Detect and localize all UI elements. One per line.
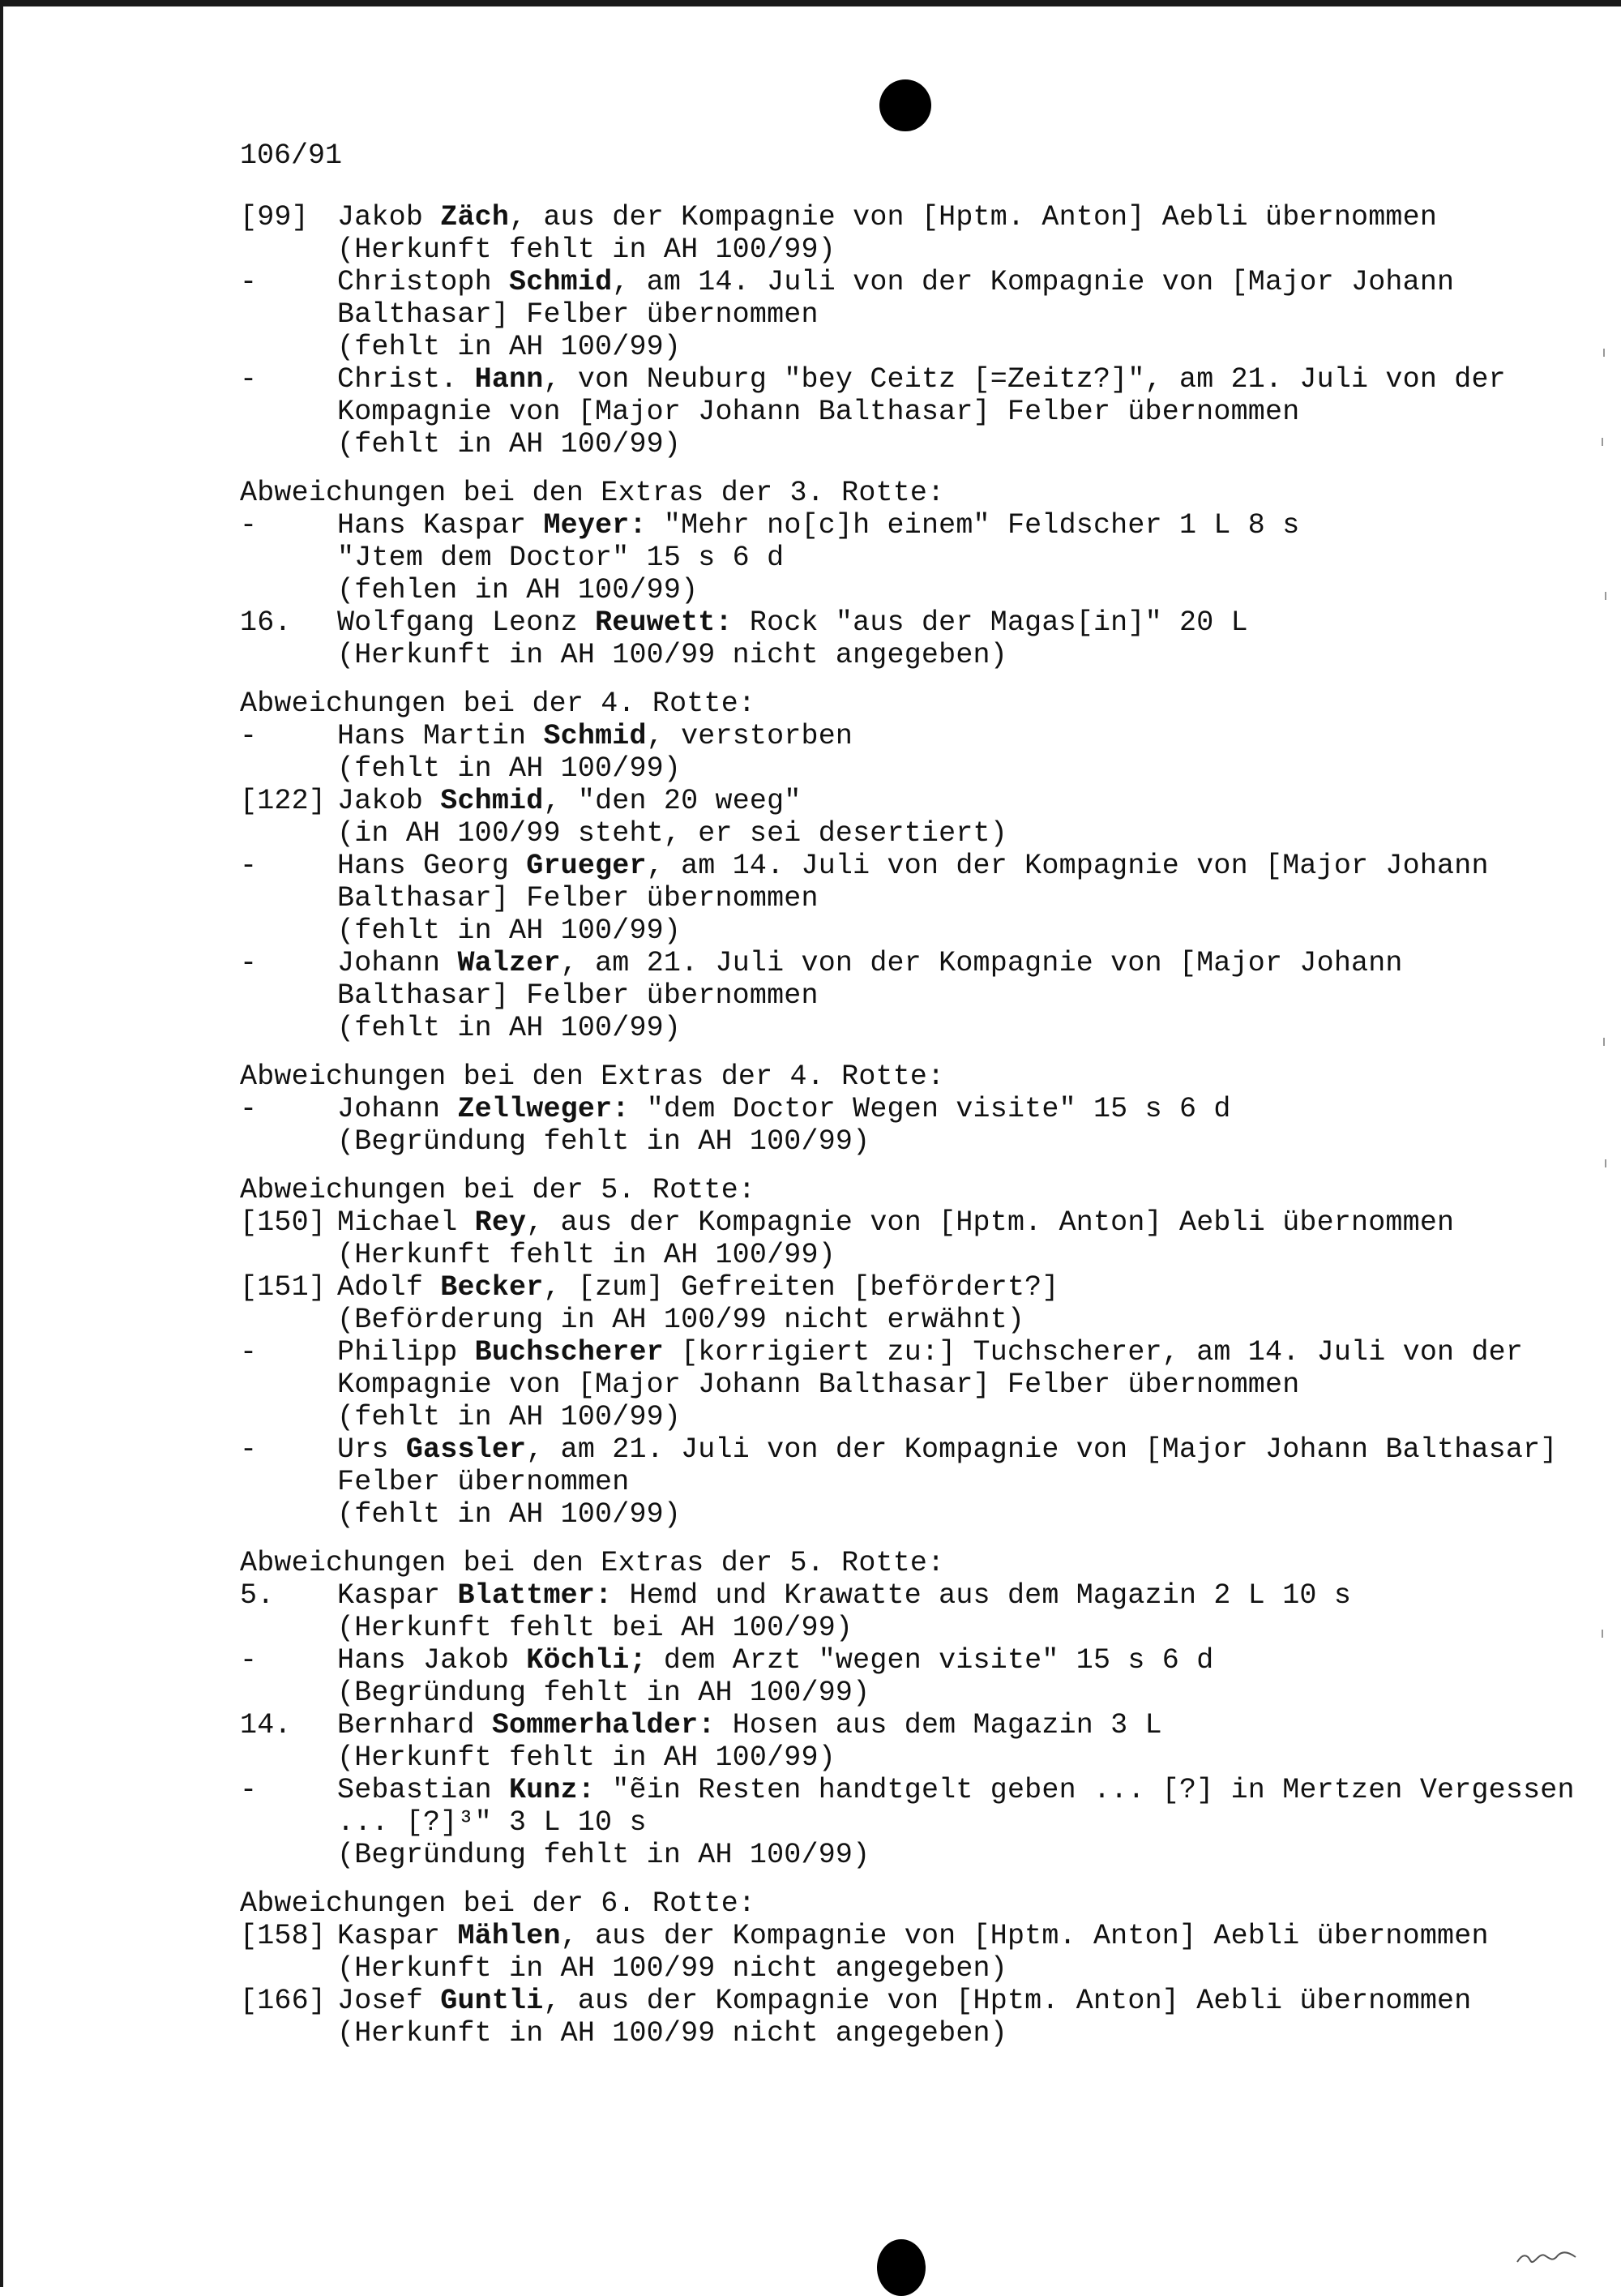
given-name: Christ.	[337, 363, 475, 396]
entry-row	[240, 1579, 1585, 1644]
margin-mark	[1605, 592, 1606, 600]
entry-text	[337, 201, 1585, 266]
surname: Schmid	[440, 785, 544, 817]
deviation-section	[240, 201, 1585, 460]
entry-row	[240, 201, 1585, 266]
entry-text	[337, 1206, 1585, 1271]
entry-details: , [zum] Gefreiten [befördert?] (Beförderung in AH 100/99 nicht erwähnt)	[337, 1271, 1059, 1336]
entry-details: Hemd und Krawatte aus dem Magazin 2 L 10 s (Herkunft fehlt bei AH 100/99)	[337, 1579, 1352, 1644]
entry-details: "Mehr no[c]h einem" Feldscher 1 L 8 s "Jtem dem Doctor" 15 s 6 d (fehlen in AH 100/99)	[337, 509, 1300, 606]
given-name: Johann	[337, 947, 458, 979]
margin-mark	[1605, 1159, 1606, 1167]
entry-marker: 5.	[240, 1579, 275, 1612]
entry-text	[337, 1709, 1585, 1774]
margin-scribble-icon	[1514, 2244, 1579, 2268]
entry-row	[240, 947, 1585, 1044]
entry-marker: 14.	[240, 1709, 292, 1741]
surname: Becker	[440, 1271, 544, 1304]
given-name: Sebastian	[337, 1774, 510, 1806]
entry-row	[240, 1644, 1585, 1709]
given-name: Johann	[337, 1093, 458, 1125]
given-name: Philipp	[337, 1336, 475, 1369]
section-heading: Abweichungen bei den Extras der 4. Rotte:	[240, 1060, 945, 1093]
entry-details: , "den 20 weeg" (in AH 100/99 steht, er sei desertiert)	[337, 785, 1007, 850]
section-heading: Abweichungen bei der 4. Rotte:	[240, 688, 756, 720]
entry-details: , verstorben (fehlt in AH 100/99)	[337, 720, 853, 785]
given-name: Adolf	[337, 1271, 441, 1304]
given-name: Wolfgang Leonz	[337, 606, 596, 639]
surname: Walzer	[457, 947, 561, 979]
surname: Zellweger:	[457, 1093, 630, 1125]
surname: Reuwett:	[595, 606, 733, 639]
surname: Hann	[474, 363, 544, 396]
entry-text	[337, 947, 1585, 1044]
entry-text	[337, 1271, 1585, 1336]
entry-marker: -	[240, 1336, 258, 1369]
entry-text	[337, 785, 1585, 850]
surname: Meyer:	[543, 509, 647, 542]
surname: Schmid	[509, 266, 613, 298]
entry-row	[240, 606, 1585, 671]
entry-marker: -	[240, 1433, 258, 1466]
section-heading: Abweichungen bei der 6. Rotte:	[240, 1887, 756, 1920]
entry-text	[337, 1579, 1585, 1644]
given-name: Hans Jakob	[337, 1644, 527, 1677]
entry-text	[337, 1644, 1585, 1709]
entry-text	[337, 1985, 1585, 2050]
scan-edge-top	[0, 0, 1621, 6]
entry-text	[337, 850, 1585, 947]
entry-row	[240, 509, 1585, 606]
entry-row	[240, 1271, 1585, 1336]
given-name: Michael	[337, 1206, 475, 1239]
entry-marker: -	[240, 947, 258, 979]
surname: Rey	[474, 1206, 527, 1239]
entry-text	[337, 606, 1585, 671]
margin-mark	[1602, 438, 1603, 446]
surname: Köchli;	[526, 1644, 647, 1677]
given-name: Bernhard	[337, 1709, 492, 1741]
entry-marker: [158]	[240, 1920, 327, 1952]
surname: Blattmer:	[457, 1579, 613, 1612]
entry-marker: -	[240, 1774, 258, 1806]
entry-row	[240, 266, 1585, 363]
entry-row	[240, 363, 1585, 460]
entry-marker: [151]	[240, 1271, 327, 1304]
margin-mark	[1603, 349, 1605, 357]
entry-marker: -	[240, 1644, 258, 1677]
deviation-section	[240, 1887, 1585, 2050]
entry-details: dem Arzt "wegen visite" 15 s 6 d (Begründung fehlt in AH 100/99)	[337, 1644, 1214, 1709]
surname: Buchscherer	[474, 1336, 664, 1369]
given-name: Hans Kaspar	[337, 509, 544, 542]
entry-row	[240, 785, 1585, 850]
entry-details: [korrigiert zu:] Tuchscherer, am 14. Juli von der Kompagnie von [Major Johann Balthasar] Felber übernommen (fehlt in AH 100/99)	[337, 1336, 1524, 1433]
entry-row	[240, 1093, 1585, 1158]
given-name: Jakob	[337, 201, 441, 233]
entry-marker: [122]	[240, 785, 327, 817]
deviation-section	[240, 688, 1585, 1044]
deviation-section	[240, 477, 1585, 671]
given-name: Josef	[337, 1985, 441, 2017]
given-name: Urs	[337, 1433, 406, 1466]
surname: Mählen	[457, 1920, 561, 1952]
margin-mark	[1602, 1630, 1603, 1638]
entry-text	[337, 720, 1585, 785]
entry-details: Hosen aus dem Magazin 3 L (Herkunft fehlt in AH 100/99)	[337, 1709, 1162, 1774]
entry-row	[240, 720, 1585, 785]
page-reference: 106/91	[240, 139, 343, 172]
entry-details: , von Neuburg "bey Ceitz [=Zeitz?]", am 21. Juli von der Kompagnie von [Major Johann Balthasar] Felber übernommen (fehlt in AH 100/99)	[337, 363, 1506, 460]
entry-marker: -	[240, 720, 258, 752]
given-name: Hans Martin	[337, 720, 544, 752]
surname: Grueger	[526, 850, 647, 882]
entry-text	[337, 509, 1585, 606]
surname: Guntli	[440, 1985, 544, 2017]
punch-hole-top-icon	[879, 79, 931, 131]
entry-marker: [166]	[240, 1985, 327, 2017]
entry-details: "ẽin Resten handtgelt geben ... [?] in Mertzen Vergessen ... [?]³" 3 L 10 s (Begründung fehlt in AH 100/99)	[337, 1774, 1575, 1871]
entry-text	[337, 1093, 1585, 1158]
given-name: Christoph	[337, 266, 510, 298]
entry-details: , am 21. Juli von der Kompagnie von [Major Johann Balthasar] Felber übernommen (fehlt in AH 100/99)	[337, 1433, 1558, 1531]
entry-row	[240, 850, 1585, 947]
entry-details: Rock "aus der Magas[in]" 20 L (Herkunft in AH 100/99 nicht angegeben)	[337, 606, 1248, 671]
entry-text	[337, 1433, 1585, 1531]
given-name: Hans Georg	[337, 850, 527, 882]
entry-details: , am 14. Juli von der Kompagnie von [Major Johann Balthasar] Felber übernommen (fehlt in AH 100/99)	[337, 850, 1489, 947]
section-heading: Abweichungen bei der 5. Rotte:	[240, 1174, 756, 1206]
entry-text	[337, 266, 1585, 363]
entry-details: , am 21. Juli von der Kompagnie von [Major Johann Balthasar] Felber übernommen (fehlt in AH 100/99)	[337, 947, 1403, 1044]
entry-marker: -	[240, 850, 258, 882]
entry-details: , aus der Kompagnie von [Hptm. Anton] Aebli übernommen (Herkunft in AH 100/99 nicht angegeben)	[337, 1985, 1472, 2050]
entry-row	[240, 1433, 1585, 1531]
entry-text	[337, 363, 1585, 460]
surname: Gassler	[405, 1433, 527, 1466]
deviation-section	[240, 1547, 1585, 1871]
entry-marker: [150]	[240, 1206, 327, 1239]
surname: Sommerhalder:	[491, 1709, 716, 1741]
entry-details: , aus der Kompagnie von [Hptm. Anton] Aebli übernommen (Herkunft fehlt in AH 100/99)	[337, 201, 1438, 266]
entry-details: , aus der Kompagnie von [Hptm. Anton] Aebli übernommen (Herkunft in AH 100/99 nicht angegeben)	[337, 1920, 1489, 1985]
given-name: Kaspar	[337, 1579, 458, 1612]
given-name: Kaspar	[337, 1920, 458, 1952]
punch-hole-bottom-icon	[877, 2239, 926, 2296]
deviation-section	[240, 1174, 1585, 1531]
margin-mark	[1603, 1038, 1605, 1046]
section-heading: Abweichungen bei den Extras der 5. Rotte:	[240, 1547, 945, 1579]
scan-edge-left	[0, 0, 3, 2287]
entry-details: "dem Doctor Wegen visite" 15 s 6 d (Begründung fehlt in AH 100/99)	[337, 1093, 1231, 1158]
surname: Kunz:	[509, 1774, 596, 1806]
entry-marker: -	[240, 1093, 258, 1125]
deviation-section	[240, 1060, 1585, 1158]
entry-marker: -	[240, 363, 258, 396]
entry-row	[240, 1774, 1585, 1871]
entry-details: , am 14. Juli von der Kompagnie von [Major Johann Balthasar] Felber übernommen (fehlt in AH 100/99)	[337, 266, 1455, 363]
surname: Zäch	[440, 201, 510, 233]
entry-text	[337, 1774, 1585, 1871]
entry-details: , aus der Kompagnie von [Hptm. Anton] Aebli übernommen (Herkunft fehlt in AH 100/99)	[337, 1206, 1455, 1271]
entry-row	[240, 1336, 1585, 1433]
entry-row	[240, 1920, 1585, 1985]
section-heading: Abweichungen bei den Extras der 3. Rotte:	[240, 477, 945, 509]
document-body	[240, 201, 1585, 2050]
entry-row	[240, 1206, 1585, 1271]
entry-row	[240, 1709, 1585, 1774]
surname: Schmid	[543, 720, 647, 752]
entry-marker: -	[240, 266, 258, 298]
entry-marker: -	[240, 509, 258, 542]
entry-text	[337, 1336, 1585, 1433]
entry-marker: [99]	[240, 201, 309, 233]
entry-text	[337, 1920, 1585, 1985]
entry-marker: 16.	[240, 606, 292, 639]
given-name: Jakob	[337, 785, 441, 817]
entry-row	[240, 1985, 1585, 2050]
